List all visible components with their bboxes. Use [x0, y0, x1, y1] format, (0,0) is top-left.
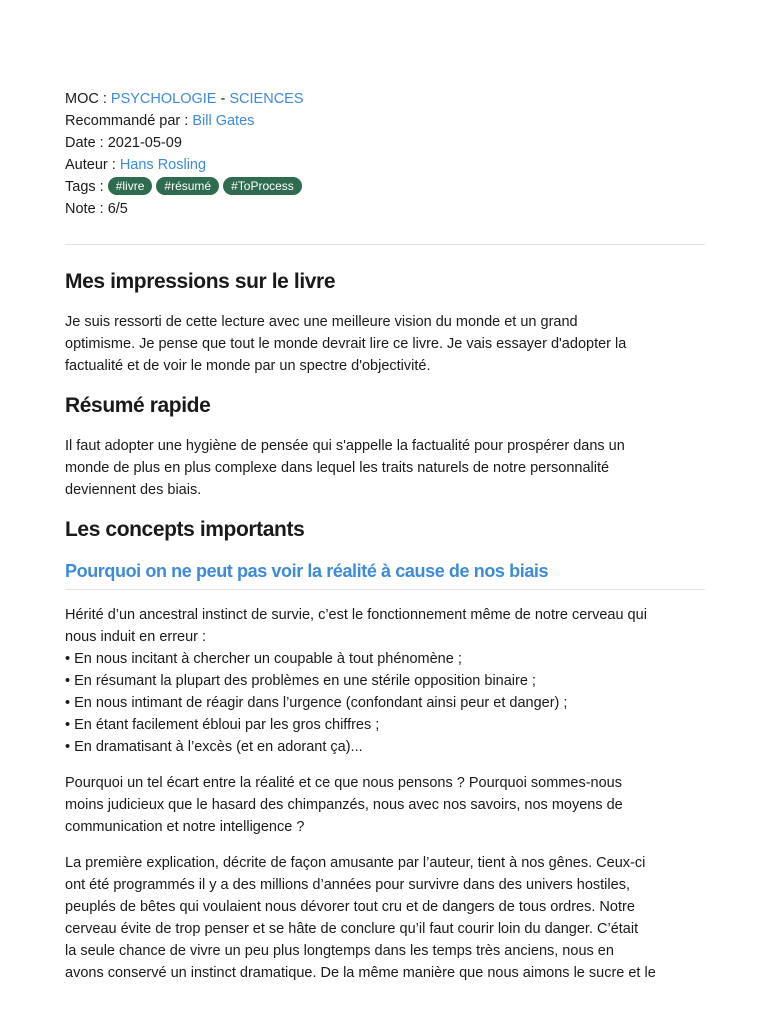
text-line: moins judicieux que le hasard des chimpanzés, nous avec nos savoirs, nos moyens de: [65, 797, 623, 813]
date-label: Date :: [65, 135, 108, 151]
document-content: [65, 88, 705, 984]
text-line: peuplés de bêtes qui voulaient nous dévorer tout cru et de dangers de tous ordres. Notre: [65, 899, 635, 915]
tag-livre[interactable]: #livre: [108, 177, 153, 195]
paragraph-concepts-1: [65, 604, 705, 758]
subheading-biases: Pourquoi on ne peut pas voir la réalité à cause de nos biais: [65, 561, 549, 581]
note-label: Note :: [65, 201, 108, 217]
text-line: cerveau évite de trop penser et se hâte de conclure qu’il faut courir loin du danger. C’était: [65, 921, 639, 937]
tags-label: Tags :: [65, 179, 108, 195]
tag-resume[interactable]: #résumé: [156, 177, 219, 195]
paragraph-concepts-2: [65, 772, 705, 838]
text-line: deviennent des biais.: [65, 482, 202, 498]
list-item: • En nous incitant à chercher un coupable à tout phénomène ;: [65, 651, 462, 667]
recommended-label: Recommandé par :: [65, 113, 193, 129]
author-link[interactable]: Hans Rosling: [119, 157, 207, 173]
text-line: nous induit en erreur :: [65, 629, 207, 645]
list-item: • En dramatisant à l’excès (et en adorant ça)...: [65, 739, 363, 755]
text-line: avons conservé un instinct dramatique. De la même manière que nous aimons le sucre et le: [65, 965, 656, 981]
text-line: optimisme. Je pense que tout le monde devrait lire ce livre. Je vais essayer d'adopter la: [65, 336, 627, 352]
list-item: • En nous intimant de réagir dans l’urgence (confondant ainsi peur et danger) ;: [65, 695, 568, 711]
text-line: communication et notre intelligence ?: [65, 819, 305, 835]
text-line: Je suis ressorti de cette lecture avec une meilleure vision du monde et un grand: [65, 314, 578, 330]
note-line: [65, 198, 705, 220]
moc-label: MOC :: [65, 91, 111, 107]
text-line: Hérité d’un ancestral instinct de survie, c’est le fonctionnement même de notre cerveau qui: [65, 607, 647, 623]
date-value: 2021-05-09: [107, 135, 182, 151]
paragraph-impressions: [65, 311, 705, 377]
tags-line: [65, 176, 705, 198]
heading-impressions: Mes impressions sur le livre: [65, 270, 336, 293]
recommended-link[interactable]: Bill Gates: [192, 113, 255, 129]
moc-separator: -: [216, 91, 230, 107]
list-item: • En étant facilement ébloui par les gros chiffres ;: [65, 717, 380, 733]
text-line: Pourquoi un tel écart entre la réalité et ce que nous pensons ? Pourquoi sommes-nous: [65, 775, 622, 791]
divider: [65, 244, 705, 245]
moc-line: [65, 88, 705, 110]
subheading-rule: [65, 589, 705, 590]
note-value: 6/5: [107, 201, 128, 217]
tag-toprocess[interactable]: #ToProcess: [223, 177, 302, 195]
text-line: la seule chance de vivre un peu plus longtemps dans les temps très anciens, nous en: [65, 943, 614, 959]
moc-link-sciences[interactable]: SCIENCES: [229, 91, 304, 107]
list-item: • En résumant la plupart des problèmes en une stérile opposition binaire ;: [65, 673, 536, 689]
text-line: monde de plus en plus complexe dans lequel les traits naturels de notre personnalité: [65, 460, 610, 476]
author-line: [65, 154, 705, 176]
paragraph-summary: [65, 435, 705, 501]
heading-concepts: Les concepts importants: [65, 518, 305, 541]
text-line: factualité et de voir le monde par un spectre d'objectivité.: [65, 358, 431, 374]
recommended-line: [65, 110, 705, 132]
date-line: [65, 132, 705, 154]
text-line: La première explication, décrite de façon amusante par l’auteur, tient à nos gênes. Ceux-ci: [65, 855, 646, 871]
moc-link-psychologie[interactable]: PSYCHOLOGIE: [110, 91, 217, 107]
author-label: Auteur :: [65, 157, 120, 173]
text-line: Il faut adopter une hygiène de pensée qui s'appelle la factualité pour prospérer dans un: [65, 438, 625, 454]
heading-summary: Résumé rapide: [65, 394, 211, 417]
text-line: ont été programmés il y a des millions d’années pour survivre dans des univers hostiles,: [65, 877, 630, 893]
paragraph-concepts-3: [65, 852, 705, 984]
